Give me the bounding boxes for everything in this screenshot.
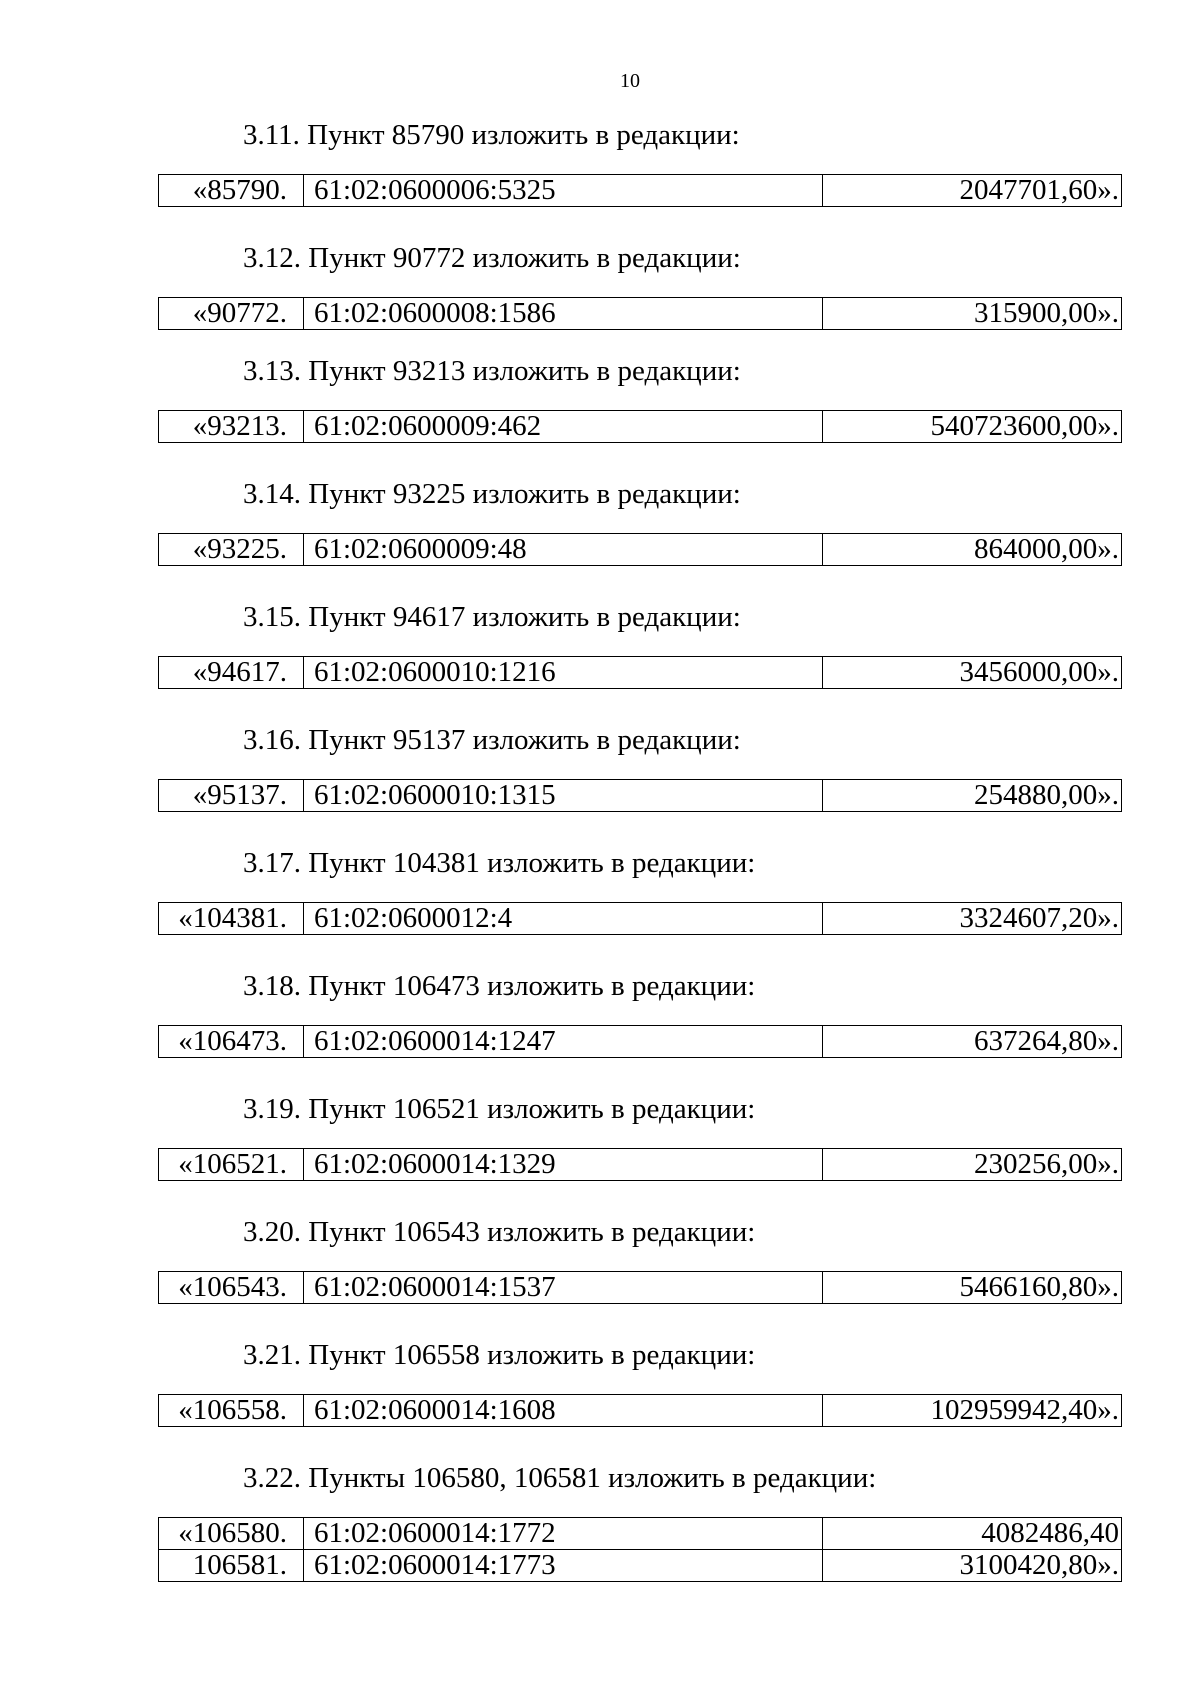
value-cell: 3324607,20». — [823, 903, 1122, 935]
item-number-cell: «93225. — [159, 534, 304, 566]
value-cell: 540723600,00». — [823, 411, 1122, 443]
cadastral-number-cell: 61:02:0600012:4 — [304, 903, 823, 935]
item-number-cell: 106581. — [159, 1550, 304, 1582]
amendment-table — [158, 297, 1122, 330]
page-number: 10 — [620, 70, 640, 92]
table-row — [159, 903, 1122, 935]
item-number-cell: «106473. — [159, 1026, 304, 1058]
section-heading: 3.17. Пункт 104381 изложить в редакции: — [243, 847, 756, 879]
section-heading: 3.22. Пункты 106580, 106581 изложить в редакции: — [243, 1462, 877, 1494]
value-cell: 4082486,40 — [823, 1518, 1122, 1550]
section-heading: 3.21. Пункт 106558 изложить в редакции: — [243, 1339, 756, 1371]
value-cell: 5466160,80». — [823, 1272, 1122, 1304]
amendment-table — [158, 1148, 1122, 1181]
cadastral-number-cell: 61:02:0600014:1537 — [304, 1272, 823, 1304]
item-number-cell: «93213. — [159, 411, 304, 443]
amendment-table — [158, 533, 1122, 566]
table-row — [159, 411, 1122, 443]
section-heading: 3.11. Пункт 85790 изложить в редакции: — [243, 119, 740, 151]
amendment-table — [158, 410, 1122, 443]
value-cell: 864000,00». — [823, 534, 1122, 566]
value-cell: 637264,80». — [823, 1026, 1122, 1058]
cadastral-number-cell: 61:02:0600006:5325 — [304, 175, 823, 207]
cadastral-number-cell: 61:02:0600009:462 — [304, 411, 823, 443]
amendment-table — [158, 656, 1122, 689]
table-row — [159, 657, 1122, 689]
cadastral-number-cell: 61:02:0600014:1773 — [304, 1550, 823, 1582]
table-row — [159, 1518, 1122, 1550]
cadastral-number-cell: 61:02:0600014:1329 — [304, 1149, 823, 1181]
item-number-cell: «106543. — [159, 1272, 304, 1304]
cadastral-number-cell: 61:02:0600010:1315 — [304, 780, 823, 812]
amendment-table — [158, 779, 1122, 812]
section-heading: 3.14. Пункт 93225 изложить в редакции: — [243, 478, 741, 510]
item-number-cell: «85790. — [159, 175, 304, 207]
value-cell: 3100420,80». — [823, 1550, 1122, 1582]
item-number-cell: «104381. — [159, 903, 304, 935]
amendment-table — [158, 1517, 1122, 1582]
value-cell: 230256,00». — [823, 1149, 1122, 1181]
item-number-cell: «106521. — [159, 1149, 304, 1181]
table-row — [159, 1395, 1122, 1427]
value-cell: 102959942,40». — [823, 1395, 1122, 1427]
cadastral-number-cell: 61:02:0600010:1216 — [304, 657, 823, 689]
table-row — [159, 534, 1122, 566]
cadastral-number-cell: 61:02:0600014:1247 — [304, 1026, 823, 1058]
table-row — [159, 175, 1122, 207]
table-row — [159, 1149, 1122, 1181]
amendment-table — [158, 174, 1122, 207]
table-row — [159, 1550, 1122, 1582]
section-heading: 3.20. Пункт 106543 изложить в редакции: — [243, 1216, 756, 1248]
cadastral-number-cell: 61:02:0600014:1608 — [304, 1395, 823, 1427]
cadastral-number-cell: 61:02:0600009:48 — [304, 534, 823, 566]
section-heading: 3.12. Пункт 90772 изложить в редакции: — [243, 242, 741, 274]
item-number-cell: «95137. — [159, 780, 304, 812]
amendment-table — [158, 1025, 1122, 1058]
table-row — [159, 780, 1122, 812]
amendment-table — [158, 902, 1122, 935]
section-heading: 3.15. Пункт 94617 изложить в редакции: — [243, 601, 741, 633]
value-cell: 3456000,00». — [823, 657, 1122, 689]
value-cell: 254880,00». — [823, 780, 1122, 812]
value-cell: 315900,00». — [823, 298, 1122, 330]
table-row — [159, 298, 1122, 330]
section-heading: 3.18. Пункт 106473 изложить в редакции: — [243, 970, 756, 1002]
amendment-table — [158, 1271, 1122, 1304]
table-row — [159, 1272, 1122, 1304]
value-cell: 2047701,60». — [823, 175, 1122, 207]
amendment-table — [158, 1394, 1122, 1427]
section-heading: 3.16. Пункт 95137 изложить в редакции: — [243, 724, 741, 756]
section-heading: 3.19. Пункт 106521 изложить в редакции: — [243, 1093, 756, 1125]
section-heading: 3.13. Пункт 93213 изложить в редакции: — [243, 355, 741, 387]
table-row — [159, 1026, 1122, 1058]
cadastral-number-cell: 61:02:0600014:1772 — [304, 1518, 823, 1550]
cadastral-number-cell: 61:02:0600008:1586 — [304, 298, 823, 330]
item-number-cell: «94617. — [159, 657, 304, 689]
item-number-cell: «90772. — [159, 298, 304, 330]
item-number-cell: «106558. — [159, 1395, 304, 1427]
item-number-cell: «106580. — [159, 1518, 304, 1550]
